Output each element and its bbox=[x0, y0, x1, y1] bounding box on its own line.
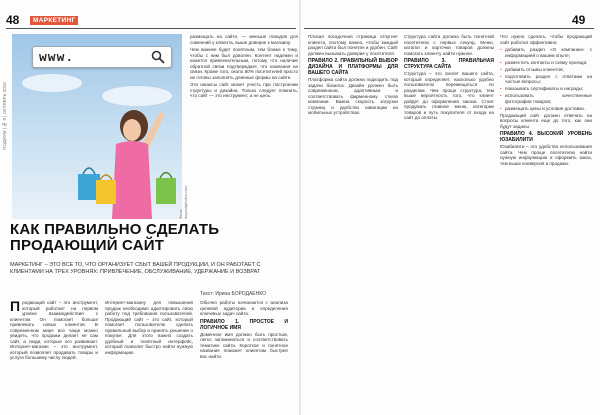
list-item: • подготовить раздел с ответами на частые вопросы; bbox=[500, 74, 592, 85]
rule-1-heading: ПРАВИЛО 1. ПРОСТОЕ И ЛОГИЧНОЕ ИМЯ bbox=[200, 318, 288, 331]
body-text: Интернет-магазину для повышения продаж необходимо адаптировать свою работу под требования пользователей. Продающий сайт – это сайт, который помогает пользователю сделать правильный выбор и принять решение о покупке. Для этого важно создать удобный и понятный интерфейс, который позволит быстро найти нужную информацию. bbox=[105, 300, 193, 355]
checklist bbox=[500, 47, 592, 111]
page-gutter bbox=[299, 0, 301, 415]
intro-column bbox=[190, 34, 298, 101]
right-page-number: 49 bbox=[572, 13, 586, 27]
section-label: МАРКЕТИНГ bbox=[30, 16, 78, 25]
intro-paragraph: размещать на сайте, — меньше поводов для сомнений у клиента, выше доверие к магазину. bbox=[190, 34, 298, 45]
rule-4-heading: ПРАВИЛО 4. ВЫСОКИЙ УРОВЕНЬ ЮЗАБИЛИТИ bbox=[500, 131, 592, 143]
side-note: ПОДИУМ | № 9 | ОКТЯБРЬ 2016 bbox=[2, 82, 7, 150]
body-text: Плохая посадочная страница отпугнет клиента, поэтому важно, чтобы каждый раздел сайта был понятен и удобен. Сайт должен вызывать доверие у посетителя. bbox=[308, 34, 398, 56]
body-text: Что нужно сделать, чтобы продающий сайт работал эффективно: bbox=[500, 34, 592, 45]
header-rule-left bbox=[6, 28, 296, 29]
rule-2-heading: ПРАВИЛО 2. ПРАВИЛЬНЫЙ ВЫБОР ДИЗАЙНА И ПЛАТФОРМЫ ДЛЯ ВАШЕГО САЙТА bbox=[308, 58, 398, 76]
body-column-2 bbox=[105, 300, 193, 357]
body-column-1 bbox=[10, 300, 98, 363]
right-column-1 bbox=[308, 34, 398, 118]
drop-cap: П bbox=[10, 298, 21, 314]
body-column-3 bbox=[200, 300, 288, 361]
body-text: Продающий сайт должен отвечать на вопросы клиента еще до того, как они будут заданы. bbox=[500, 112, 592, 129]
cloud-shape bbox=[22, 74, 82, 92]
right-column-2 bbox=[404, 34, 494, 123]
article-lead: МАРКЕТИНГ – ЭТО ВСЕ ТО, ЧТО ОРГАНИЗУЕТ СБЫТ ВАШЕЙ ПРОДУКЦИИ, И ОН РАБОТАЕТ С КЛИЕНТАМИ НА ТРЕХ УРОВНЯХ: ПРИВЛЕЧЕНИЕ, ОБСЛУЖИВАНИЕ, УДЕРЖАНИЕ И ВОЗВРАТ bbox=[10, 262, 261, 275]
cloud-shape bbox=[102, 86, 172, 106]
list-item: • размещать цены и условия доставки. bbox=[500, 106, 592, 112]
photo-credit: Фото: depositphotos.com bbox=[178, 185, 188, 219]
list-item: • разместить контакты и схему проезда; bbox=[500, 60, 592, 66]
header-rule-right bbox=[304, 28, 594, 29]
list-item: • добавить раздел «О компании» с информацией о вашем опыте; bbox=[500, 47, 592, 58]
body-text: Доменное имя должно быть простым, легко запоминаться и соответствовать тематике сайта. Короткое и понятное название поможет клиентам быстрее вас найти. bbox=[200, 331, 288, 359]
shopper-illustration bbox=[72, 104, 182, 219]
list-item: • использовать качественные фотографии товаров; bbox=[500, 93, 592, 104]
left-page-number: 48 bbox=[6, 13, 20, 27]
body-text: родающий сайт – это инструмент, который работает на первом уровне взаимодействия с клиентом. Он помогает больше привлекать новых клиентов. В современном мире все чаще можно увидеть, что продажи делает не сам сайт, а люди, которые его развивают. Интернет-магазин – это инструмент, который позволяет продавать товары и услуги большему числу людей. bbox=[10, 300, 98, 360]
body-text: Структура сайта должна быть понятной посетителю с первых секунд. Меню, каталог и карточки товаров должны помогать клиенту найти нужное. bbox=[404, 34, 494, 56]
intro-paragraph: Эти нюансы сайт может учесть при построении структуры и дизайна. Только следует помнить, что сайт — это инструмент, а не цель. bbox=[190, 82, 298, 98]
search-icon bbox=[151, 50, 165, 64]
article-title: КАК ПРАВИЛЬНО СДЕЛАТЬ ПРОДАЮЩИЙ САЙТ bbox=[10, 221, 220, 254]
list-item: • показывать сертификаты и награды; bbox=[500, 86, 592, 92]
body-text: Платформа сайта должна подходить под задачи бизнеса. Дизайн должен быть современным, адаптивным и соответствовать фирменному стилю компании. Важна скорость загрузки страниц и удобство навигации на мобильных устройствах. bbox=[308, 77, 398, 115]
browser-address-bar bbox=[32, 46, 172, 68]
hero-image bbox=[12, 34, 188, 219]
intro-paragraph: Чем важнее будет понятным, тем ближе к тому, чтобы с ним был доволен. Контент надежен и кажется привлекательным, потому что наличие обратной связи подтверждает, что компания на связи. Кроме того, около 80% посетителей просто не готовы заполнять длинные формы на сайте. bbox=[190, 47, 298, 80]
article-byline: Текст: Ирина БОРОДАЕНКО bbox=[200, 291, 266, 297]
body-text: Юзабилити – это удобство использования сайта. Чем проще посетителю найти нужную информацию и оформить заказ, тем выше конверсия и продажи. bbox=[500, 144, 592, 166]
browser-url-text: www. bbox=[39, 50, 75, 65]
right-column-3 bbox=[500, 34, 592, 168]
rule-3-heading: ПРАВИЛО 3. ПРАВИЛЬНАЯ СТРУКТУРА САЙТА bbox=[404, 58, 494, 70]
body-text: Структура – это скелет вашего сайта, который определяет, насколько удобно пользователю перемещаться по разделам. Чем проще структура, тем выше вероятность того, что клиент дойдет до оформления заказа. Стоит продумать главное меню, категории товаров и путь покупателя от входа на сайт до оплаты. bbox=[404, 71, 494, 120]
body-text: Обычно работы начинаются с анализа целевой аудитории и определения ключевых задач сайта. bbox=[200, 300, 288, 316]
list-item: • добавить отзывы клиентов; bbox=[500, 67, 592, 73]
